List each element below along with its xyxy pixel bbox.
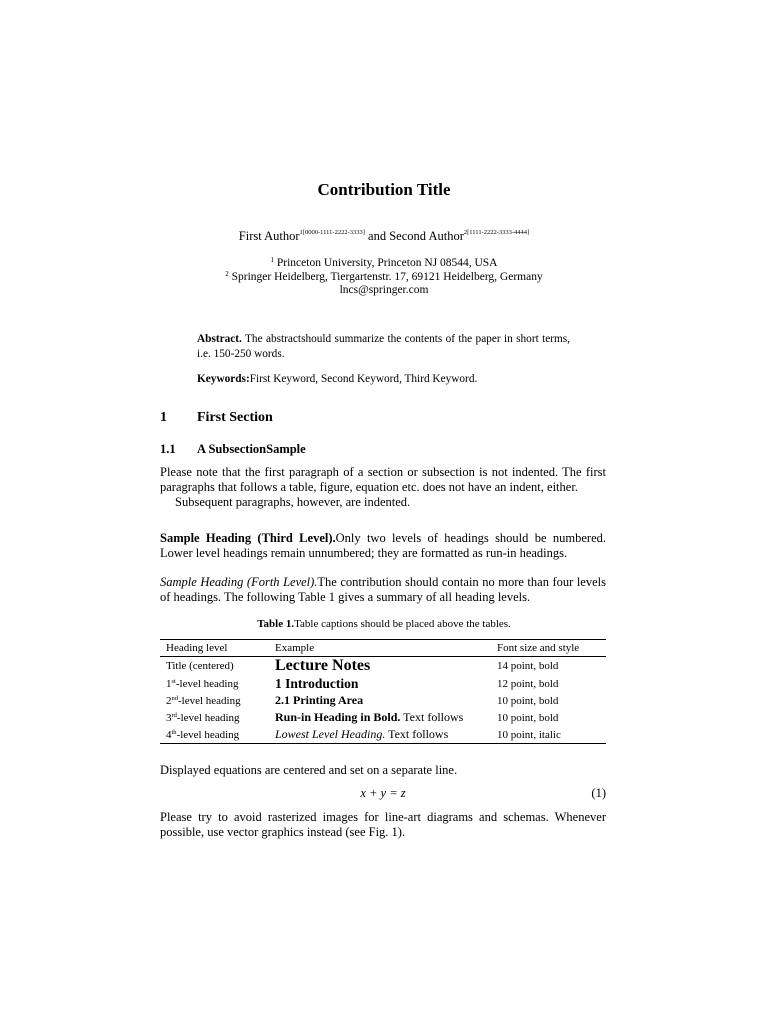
abstract-text: The abstractshould summarize the contents of the paper in short terms, i.e. 150-250 words. bbox=[197, 333, 570, 360]
table-cell-example bbox=[269, 709, 491, 726]
table-row bbox=[160, 675, 606, 692]
paragraph-indented: Subsequent paragraphs, however, are indented. bbox=[175, 495, 411, 509]
table-row bbox=[160, 657, 606, 676]
heading-levels-table bbox=[160, 639, 606, 744]
table-cell-level bbox=[160, 692, 269, 709]
keywords bbox=[197, 373, 477, 385]
paragraph-text: Only two levels of headings should be numbered. Lower level headings remain unnumbered; they are formatted as run-in headings. bbox=[160, 531, 606, 561]
level-number: 1 bbox=[166, 677, 172, 690]
table-header-cell: Font size and style bbox=[491, 640, 606, 657]
table-row bbox=[160, 692, 606, 709]
affiliation-mark: 1 bbox=[270, 256, 274, 264]
affiliation-text: Princeton University, Princeton NJ 08544, USA bbox=[274, 257, 498, 269]
equation-expression: x + y = z bbox=[360, 786, 406, 800]
table-cell-style: 10 point, italic bbox=[491, 726, 606, 744]
second-author: Second Author bbox=[389, 229, 464, 243]
level-ordinal: th bbox=[171, 728, 177, 736]
equation-number: (1) bbox=[591, 786, 606, 800]
table-cell-style: 12 point, bold bbox=[497, 677, 559, 690]
affiliation-2 bbox=[0, 270, 768, 283]
level-text: -level heading bbox=[176, 728, 240, 741]
table-caption-text: Table captions should be placed above the tables. bbox=[294, 618, 511, 630]
level-number: 4 bbox=[166, 728, 172, 741]
section-title: First Section bbox=[197, 410, 273, 425]
first-author: First Author bbox=[238, 229, 300, 243]
example-text: 1 Introduction bbox=[275, 675, 359, 691]
level-number: 2 bbox=[166, 694, 172, 707]
example-rest: Text follows bbox=[385, 727, 449, 741]
level-ordinal: rd bbox=[171, 711, 177, 719]
table-caption-label: Table 1. bbox=[257, 618, 295, 630]
keywords-text: First Keyword, Second Keyword, Third Keyword. bbox=[249, 373, 478, 385]
example-text: Lecture Notes bbox=[275, 657, 371, 674]
abstract bbox=[197, 332, 570, 361]
table-cell-style: 14 point, bold bbox=[497, 660, 559, 672]
author-line bbox=[0, 229, 768, 244]
subsection-title: A SubsectionSample bbox=[197, 442, 306, 456]
table-cell-style: 10 point, bold bbox=[497, 694, 559, 707]
table-row bbox=[160, 709, 606, 726]
example-text: Lowest Level Heading. bbox=[275, 727, 386, 741]
table-header-cell: Heading level bbox=[160, 640, 269, 657]
table-cell-level bbox=[160, 709, 269, 726]
table-cell-example bbox=[269, 657, 491, 676]
example-text: Run-in Heading in Bold. bbox=[275, 710, 401, 724]
table-cell-style: 10 point, bold bbox=[497, 711, 559, 724]
paragraph-fourth-level bbox=[160, 575, 606, 605]
example-rest: Text follows bbox=[400, 710, 464, 724]
author-conjunction: and bbox=[364, 229, 390, 243]
table-cell-example bbox=[269, 726, 491, 744]
abstract-label: Abstract. bbox=[197, 333, 242, 345]
subsection-number: 1.1 bbox=[160, 442, 176, 456]
run-in-heading-italic: Sample Heading (Forth Level). bbox=[160, 575, 318, 589]
contact-email: lncs@springer.com bbox=[339, 284, 429, 296]
second-author-orcid: 2[1111-2222-3333-4444] bbox=[463, 229, 530, 236]
paper-title: Contribution Title bbox=[317, 180, 451, 199]
level-text: Title (centered) bbox=[166, 660, 234, 672]
level-text: -level heading bbox=[176, 711, 240, 724]
table-header-row bbox=[160, 640, 606, 657]
level-ordinal: nd bbox=[171, 694, 178, 702]
paragraph-1: Please note that the first paragraph of a section or subsection is not indented. The first paragraphs that follows a table, figure, equation etc. does not have an indent, either. bbox=[160, 465, 606, 495]
level-text: -level heading bbox=[178, 694, 241, 707]
table-cell-level bbox=[160, 657, 269, 676]
paragraph-text: The contribution should contain no more than four levels of headings. The following Table 1 gives a summary of all heading levels. bbox=[160, 575, 606, 605]
section-number: 1 bbox=[160, 410, 167, 425]
run-in-heading: Sample Heading (Third Level). bbox=[160, 531, 336, 545]
example-text: 2.1 Printing Area bbox=[275, 693, 364, 707]
paragraph-equations: Displayed equations are centered and set on a separate line. bbox=[160, 763, 458, 777]
affiliation-1 bbox=[0, 256, 768, 269]
affiliation-mark: 2 bbox=[225, 270, 229, 278]
table-cell-example bbox=[269, 675, 491, 692]
table-cell-example bbox=[269, 692, 491, 709]
table-row bbox=[160, 726, 606, 744]
paragraph-graphics: Please try to avoid rasterized images for line-art diagrams and schemas. Whenever possible, use vector graphics instead (see Fig. 1). bbox=[160, 810, 606, 840]
table-caption bbox=[0, 618, 768, 630]
level-number: 3 bbox=[166, 711, 172, 724]
affiliation-text: Springer Heidelberg, Tiergartenstr. 17, 69121 Heidelberg, Germany bbox=[228, 271, 543, 283]
table-header-cell: Example bbox=[269, 640, 491, 657]
table-cell-level bbox=[160, 726, 269, 744]
table-cell-level bbox=[160, 675, 269, 692]
level-text: -level heading bbox=[175, 677, 239, 690]
first-author-orcid: 1[0000-1111-2222-3333] bbox=[299, 229, 365, 236]
paragraph-third-level bbox=[160, 531, 606, 561]
keywords-label: Keywords: bbox=[197, 373, 250, 385]
level-ordinal: st bbox=[171, 677, 176, 685]
